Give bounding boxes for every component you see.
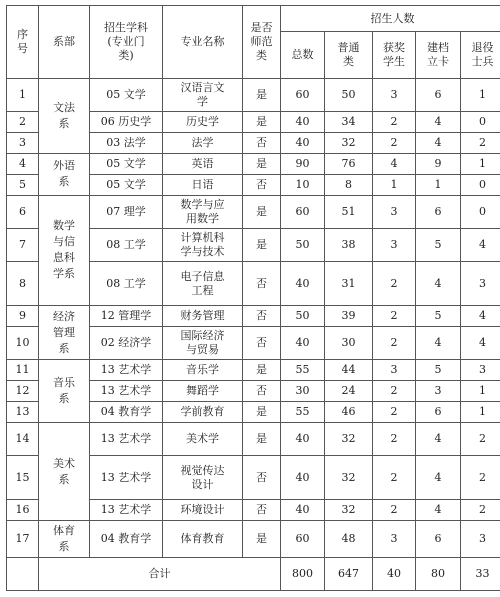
row-major: 法学 [163, 132, 243, 153]
row-veteran: 2 [461, 500, 500, 521]
row-category: 04 教育学 [90, 402, 163, 423]
row-general: 30 [325, 327, 373, 360]
row-category: 05 文学 [90, 78, 163, 111]
row-seq: 14 [7, 423, 39, 456]
row-teacher: 是 [243, 228, 281, 261]
row-category: 05 文学 [90, 153, 163, 174]
row-award: 3 [373, 195, 416, 228]
row-total: 10 [281, 174, 325, 195]
row-major: 历史学 [163, 111, 243, 132]
row-total: 40 [281, 456, 325, 500]
row-veteran: 1 [461, 402, 500, 423]
header-general: 普通 类 [325, 32, 373, 78]
row-veteran: 1 [461, 153, 500, 174]
summary-veteran: 33 [461, 557, 500, 590]
row-category: 13 艺术学 [90, 360, 163, 381]
row-category: 13 艺术学 [90, 456, 163, 500]
row-category: 07 理学 [90, 195, 163, 228]
row-teacher: 是 [243, 195, 281, 228]
header-quota: 招生人数 [281, 6, 500, 32]
header-category: 招生学科 (专业门 类) [90, 6, 163, 79]
row-seq: 11 [7, 360, 39, 381]
row-seq: 13 [7, 402, 39, 423]
summary-total: 800 [281, 557, 325, 590]
row-total: 50 [281, 228, 325, 261]
row-teacher: 否 [243, 132, 281, 153]
row-teacher: 是 [243, 153, 281, 174]
row-seq: 5 [7, 174, 39, 195]
row-card: 5 [416, 360, 461, 381]
table-row [7, 306, 500, 327]
row-card: 4 [416, 262, 461, 306]
department-cell: 文法 系 [39, 78, 90, 153]
department-cell: 数学 与信 息科 学系 [39, 195, 90, 305]
header-dept: 系部 [39, 6, 90, 79]
row-category: 02 经济学 [90, 327, 163, 360]
table-row [7, 423, 500, 456]
row-card: 6 [416, 78, 461, 111]
row-category: 08 工学 [90, 262, 163, 306]
row-major: 音乐学 [163, 360, 243, 381]
row-teacher: 是 [243, 78, 281, 111]
row-veteran: 4 [461, 228, 500, 261]
row-general: 39 [325, 306, 373, 327]
row-award: 3 [373, 521, 416, 557]
row-teacher: 是 [243, 521, 281, 557]
row-seq: 2 [7, 111, 39, 132]
row-major: 学前教育 [163, 402, 243, 423]
row-total: 40 [281, 327, 325, 360]
row-major: 日语 [163, 174, 243, 195]
row-award: 3 [373, 360, 416, 381]
row-major: 数学与应 用数学 [163, 195, 243, 228]
row-seq: 6 [7, 195, 39, 228]
row-seq: 7 [7, 228, 39, 261]
header-seq: 序 号 [7, 6, 39, 79]
table-row [7, 195, 500, 228]
row-award: 2 [373, 500, 416, 521]
row-veteran: 3 [461, 262, 500, 306]
row-category: 04 教育学 [90, 521, 163, 557]
row-teacher: 否 [243, 262, 281, 306]
row-general: 32 [325, 423, 373, 456]
row-teacher: 是 [243, 111, 281, 132]
row-total: 40 [281, 111, 325, 132]
row-seq: 10 [7, 327, 39, 360]
row-teacher: 否 [243, 500, 281, 521]
department-cell: 外语 系 [39, 153, 90, 195]
row-card: 1 [416, 174, 461, 195]
summary-seq [7, 557, 39, 590]
row-teacher: 是 [243, 423, 281, 456]
row-award: 3 [373, 228, 416, 261]
row-category: 05 文学 [90, 174, 163, 195]
row-veteran: 2 [461, 132, 500, 153]
row-card: 4 [416, 111, 461, 132]
row-veteran: 4 [461, 327, 500, 360]
table-row [7, 78, 500, 111]
row-total: 55 [281, 360, 325, 381]
row-card: 3 [416, 381, 461, 402]
row-category: 13 艺术学 [90, 423, 163, 456]
department-cell: 美术 系 [39, 423, 90, 521]
department-cell: 经济 管理 系 [39, 306, 90, 360]
header-veteran: 退役 士兵 [461, 32, 500, 78]
row-major: 计算机科 学与技术 [163, 228, 243, 261]
summary-award: 40 [373, 557, 416, 590]
header-card: 建档 立卡 [416, 32, 461, 78]
row-total: 30 [281, 381, 325, 402]
row-veteran: 3 [461, 360, 500, 381]
row-general: 46 [325, 402, 373, 423]
row-general: 34 [325, 111, 373, 132]
row-total: 40 [281, 262, 325, 306]
summary-card: 80 [416, 557, 461, 590]
row-category: 03 法学 [90, 132, 163, 153]
row-teacher: 否 [243, 306, 281, 327]
row-seq: 12 [7, 381, 39, 402]
header-major: 专业名称 [163, 6, 243, 79]
header-total: 总数 [281, 32, 325, 78]
enrollment-table [6, 5, 500, 591]
row-category: 12 管理学 [90, 306, 163, 327]
table-row [7, 521, 500, 557]
row-award: 2 [373, 327, 416, 360]
row-veteran: 4 [461, 306, 500, 327]
row-major: 视觉传达 设计 [163, 456, 243, 500]
row-category: 08 工学 [90, 228, 163, 261]
row-general: 38 [325, 228, 373, 261]
row-veteran: 3 [461, 521, 500, 557]
row-general: 44 [325, 360, 373, 381]
row-total: 50 [281, 306, 325, 327]
row-total: 60 [281, 78, 325, 111]
table-row [7, 360, 500, 381]
row-veteran: 2 [461, 423, 500, 456]
row-general: 76 [325, 153, 373, 174]
row-teacher: 是 [243, 360, 281, 381]
row-award: 2 [373, 381, 416, 402]
summary-row [7, 557, 500, 590]
row-general: 8 [325, 174, 373, 195]
row-major: 汉语言文 学 [163, 78, 243, 111]
row-total: 55 [281, 402, 325, 423]
row-card: 9 [416, 153, 461, 174]
header-teacher: 是否 师范 类 [243, 6, 281, 79]
row-major: 英语 [163, 153, 243, 174]
department-cell: 音乐 系 [39, 360, 90, 423]
row-card: 4 [416, 500, 461, 521]
row-general: 32 [325, 456, 373, 500]
row-major: 美术学 [163, 423, 243, 456]
row-total: 60 [281, 521, 325, 557]
row-total: 40 [281, 423, 325, 456]
row-award: 3 [373, 78, 416, 111]
summary-general: 647 [325, 557, 373, 590]
row-veteran: 0 [461, 174, 500, 195]
row-teacher: 否 [243, 174, 281, 195]
row-card: 4 [416, 423, 461, 456]
row-seq: 17 [7, 521, 39, 557]
row-award: 2 [373, 456, 416, 500]
row-general: 32 [325, 132, 373, 153]
header-award: 获奖 学生 [373, 32, 416, 78]
row-award: 1 [373, 174, 416, 195]
row-major: 财务管理 [163, 306, 243, 327]
row-card: 4 [416, 327, 461, 360]
row-card: 4 [416, 456, 461, 500]
row-veteran: 2 [461, 456, 500, 500]
table-row [7, 153, 500, 174]
row-card: 5 [416, 306, 461, 327]
row-total: 90 [281, 153, 325, 174]
row-major: 电子信息 工程 [163, 262, 243, 306]
row-award: 2 [373, 423, 416, 456]
row-teacher: 否 [243, 381, 281, 402]
header-row-1 [7, 6, 500, 32]
row-veteran: 1 [461, 381, 500, 402]
row-category: 06 历史学 [90, 111, 163, 132]
row-seq: 3 [7, 132, 39, 153]
row-card: 6 [416, 521, 461, 557]
row-general: 31 [325, 262, 373, 306]
row-seq: 15 [7, 456, 39, 500]
row-total: 40 [281, 500, 325, 521]
row-card: 4 [416, 132, 461, 153]
row-award: 2 [373, 402, 416, 423]
row-award: 4 [373, 153, 416, 174]
row-major: 环境设计 [163, 500, 243, 521]
row-teacher: 是 [243, 402, 281, 423]
row-general: 32 [325, 500, 373, 521]
row-major: 舞蹈学 [163, 381, 243, 402]
row-general: 48 [325, 521, 373, 557]
department-cell: 体育 系 [39, 521, 90, 557]
row-major: 体育教育 [163, 521, 243, 557]
row-category: 13 艺术学 [90, 500, 163, 521]
row-award: 2 [373, 306, 416, 327]
row-general: 24 [325, 381, 373, 402]
row-seq: 1 [7, 78, 39, 111]
row-major: 国际经济 与贸易 [163, 327, 243, 360]
row-general: 51 [325, 195, 373, 228]
row-veteran: 0 [461, 195, 500, 228]
row-seq: 9 [7, 306, 39, 327]
row-total: 40 [281, 132, 325, 153]
row-award: 2 [373, 262, 416, 306]
row-teacher: 否 [243, 456, 281, 500]
row-card: 6 [416, 402, 461, 423]
row-card: 6 [416, 195, 461, 228]
summary-label: 合计 [39, 557, 281, 590]
row-seq: 16 [7, 500, 39, 521]
row-veteran: 0 [461, 111, 500, 132]
row-teacher: 否 [243, 327, 281, 360]
row-seq: 8 [7, 262, 39, 306]
row-category: 13 艺术学 [90, 381, 163, 402]
row-card: 5 [416, 228, 461, 261]
row-seq: 4 [7, 153, 39, 174]
row-award: 2 [373, 132, 416, 153]
row-award: 2 [373, 111, 416, 132]
row-general: 50 [325, 78, 373, 111]
row-total: 60 [281, 195, 325, 228]
row-veteran: 1 [461, 78, 500, 111]
